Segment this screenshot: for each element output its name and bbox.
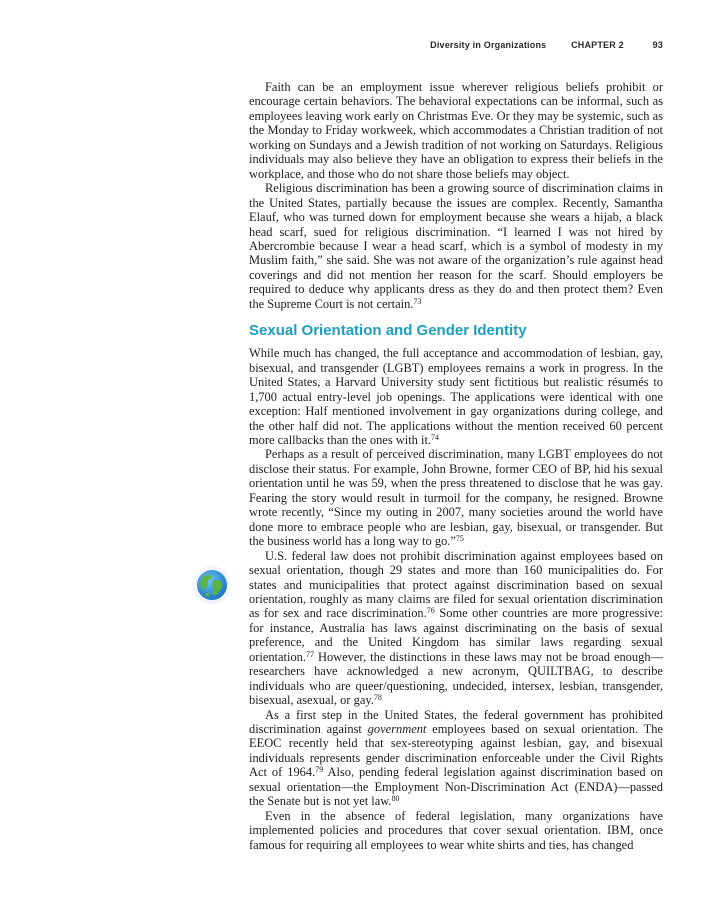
footnote-ref: 73 — [413, 296, 422, 306]
chapter-label: CHAPTER 2 — [571, 40, 624, 50]
text-run: Also, pending federal legislation against discrimination based on sexual orientation—the Employment Non-Discrimination Act (ENDA)—passed the Senate but is not yet law. — [249, 765, 663, 809]
text-run: Some other countries are more progressive: for instance, Australia has laws against discriminating on the basis of sexual preference, and the United Kingdom has similar laws regarding sexual orientation. — [249, 606, 663, 664]
text-run: Perhaps as a result of perceived discrimination, many LGBT employees do not disclose their status. For example, John Browne, former CEO of BP, hid his sexual orientation until he was 59, when the press threatened to disclose that he was gay. Fearing the story would result in turmoil for the company, he resigned. Browne wrote recently, “Since my outing in 2007, many societies around the world have done more to embrace people who are lesbian, gay, bisexual, or transgender. But the business world has a long way to go.” — [249, 447, 663, 549]
paragraphs-before-heading — [249, 80, 663, 311]
paragraph — [249, 181, 663, 311]
text-run: However, the distinctions in these laws may not be broad enough—researchers have acknowledged a new acronym, QUILTBAG, to describe individuals who are queer/questioning, undecided, intersex, lesbian, transgender, bisexual, asexual, or gay. — [249, 649, 663, 708]
footnote-ref: 77 — [306, 649, 314, 659]
paragraph — [249, 549, 663, 708]
paragraph — [249, 80, 663, 181]
footnote-ref: 74 — [431, 432, 440, 442]
text-run: Even in the absence of federal legislation, many organizations have implemented policies and procedures that cover sexual orientation. IBM, once famous for requiring all employees to wear white shirts and ties, has changed — [249, 808, 663, 852]
running-title: Diversity in Organizations — [430, 40, 547, 50]
running-header — [250, 40, 663, 50]
text-run: Faith can be an employment issue wherever religious beliefs prohibit or encourage certain behaviors. The behavioral expectations can be informal, such as employees leaving work early on Christmas Eve. Or they may be systemic, such as the Monday to Friday workweek, which accommodates a Christian tradition of not working on Sundays and a Jewish tradition of not working on Saturdays. Religious individuals may also believe they have an obligation to express their beliefs in the workplace, and those who do not share those beliefs may object. — [249, 80, 663, 181]
paragraph — [249, 708, 663, 809]
paragraph — [249, 447, 663, 548]
text-run: Religious discrimination has been a growing source of discrimination claims in the United States, partially because the issues are complex. Recently, Samantha Elauf, who was turned down for employment because she wears a hijab, a black head scarf, sued for religious discrimination. “I learned I was not hired by Abercrombie because I wear a head scarf, which is a symbol of modesty in my Muslim faith,” she said. She was not aware of the organization’s rule against head coverings and did not mention her reason for the scarf. Should employers be required to deduce why applicants dress as they do and then protect them? Even the Supreme Court is not certain. — [249, 181, 663, 311]
paragraphs-after-heading — [249, 346, 663, 852]
footnote-ref: 80 — [391, 794, 400, 804]
footnote-ref: 79 — [315, 765, 324, 775]
footnote-ref: 75 — [455, 534, 464, 544]
body-text — [249, 80, 663, 852]
emphasis: government — [367, 722, 427, 737]
text-run: While much has changed, the full acceptance and accommodation of lesbian, gay, bisexual, and transgender (LGBT) employees remains a work in progress. In the United States, a Harvard University study sent fictitious but realistic résumés to 1,700 actual entry-level job openings. The applications were identical with one exception: Half mentioned involvement in gay organizations during college, and the other half did not. The applications without the mention received 60 percent more callbacks than the ones with it. — [249, 346, 663, 447]
text-run: As a first step in the United States, the federal government has prohibited discrimination against — [249, 707, 663, 737]
footnote-ref: 78 — [373, 693, 382, 703]
text-run: U.S. federal law does not prohibit discrimination against employees based on sexual orientation, though 29 states and more than 160 municipalities do. For states and municipalities that protect against discrimination based on sexual orientation, roughly as many claims are filed for sexual orientation discrimination as for sex and race discrimination. — [249, 548, 663, 621]
text-run: employees based on sexual orientation. The EEOC recently held that sex-stereotyping against lesbian, gay, and bisexual individuals represents gender discrimination enforceable under the Civil Rights Act of 1964. — [249, 722, 663, 780]
paragraph — [249, 809, 663, 852]
section-heading: Sexual Orientation and Gender Identity — [249, 322, 527, 340]
globe-icon — [192, 565, 232, 605]
footnote-ref: 76 — [426, 606, 435, 616]
page-number: 93 — [652, 40, 663, 50]
paragraph — [249, 346, 663, 447]
